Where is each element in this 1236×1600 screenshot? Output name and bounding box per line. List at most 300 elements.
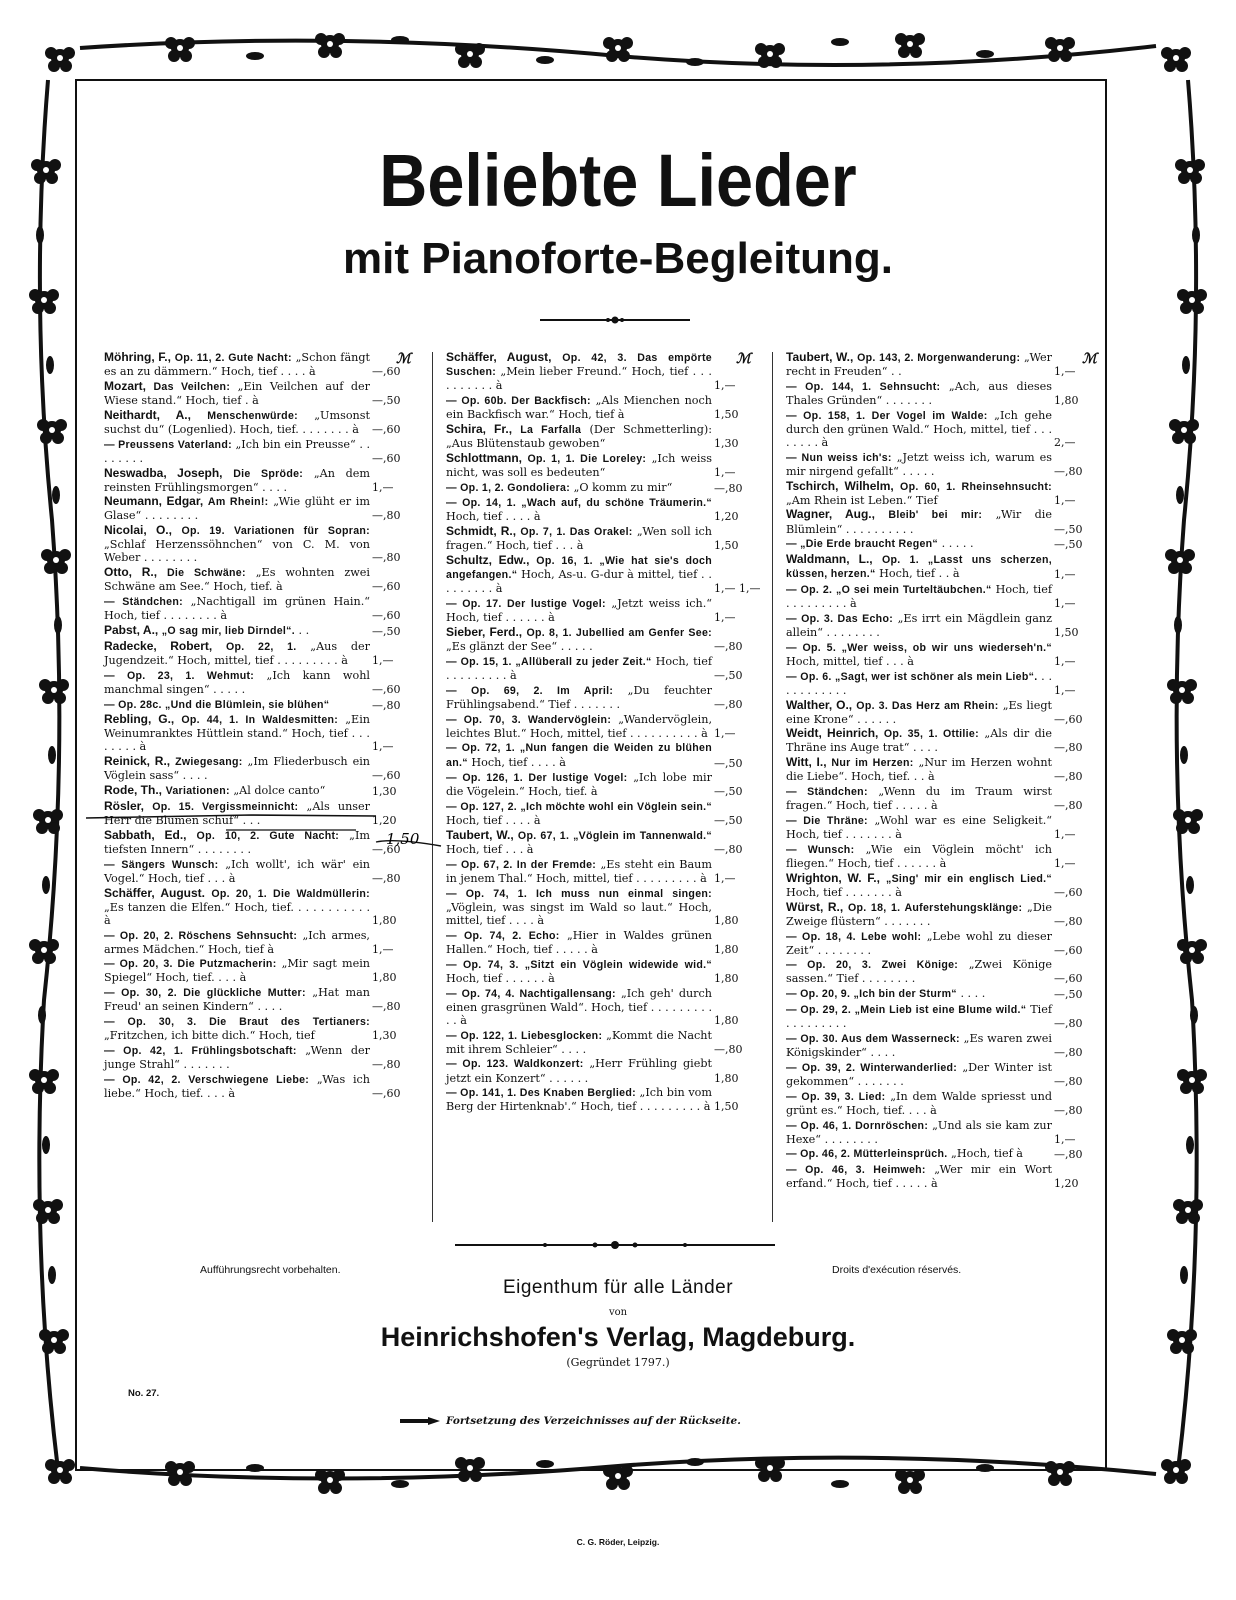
song-title: Op. 3. Das Herz am Rhein: — [856, 699, 999, 712]
title-ornament-rule — [540, 316, 690, 324]
entry-text — [786, 451, 1052, 478]
composer-name: Taubert, W., — [786, 350, 854, 364]
price: —,60 — [372, 365, 401, 379]
song-title: — Op. 126, 1. Der lustige Vogel: — [446, 772, 628, 785]
entry-text — [786, 480, 1052, 507]
entry-text — [786, 785, 1052, 812]
song-title: — Op. 46, 2. Mütterleinsprüch. — [786, 1148, 948, 1161]
song-details: „Al dolce canto“ — [229, 784, 326, 798]
song-title: — Die Thräne: — [786, 815, 868, 827]
price: 1,80 — [372, 971, 397, 985]
price: 1,80 — [714, 914, 739, 928]
song-details: „Vöglein, was singst im Wald so laut.“ Hoch, mittel, tief . . . . à — [446, 900, 712, 928]
song-details: Hoch, tief . . . . à — [446, 510, 541, 524]
catalogue-entry — [786, 1119, 1104, 1146]
song-title: — Op. 20, 2. Röschens Sehnsucht: — [104, 929, 298, 942]
catalogue-entry — [446, 987, 764, 1027]
song-title: — Op. 3. Das Echo: — [786, 612, 894, 625]
song-title: Die Schwäne: — [166, 567, 246, 580]
composer-name: Wagner, Aug., — [786, 507, 875, 522]
catalogue-number: No. 27. — [128, 1388, 160, 1399]
entry-text — [446, 1057, 712, 1084]
catalogue-entry — [786, 1061, 1104, 1088]
catalogue-entry — [446, 525, 764, 552]
price: —,60 — [1054, 885, 1083, 899]
entry-text — [104, 566, 370, 593]
song-details: „Es glänzt der See“ . . . . . — [446, 640, 593, 654]
catalogue-entry — [786, 670, 1104, 697]
price: —,80 — [1054, 1046, 1083, 1059]
composer-name: Witt, I., — [786, 755, 827, 770]
price: 1,— — [372, 740, 394, 754]
song-details: „Jetzt weiss ich.“ Hoch, tief . . . . . . à — [446, 597, 712, 625]
composer-name: Walther, O., — [786, 697, 853, 712]
song-details: „Im Fliederbusch ein Vöglein sass“ . . . . — [104, 755, 370, 783]
entry-text — [104, 986, 370, 1013]
price: —,80 — [372, 698, 401, 712]
entry-text — [786, 409, 1052, 449]
song-title: Menschenwürde: — [207, 409, 298, 422]
song-title: — Op. 30, 3. Die Braut des Tertianers: — [104, 1016, 370, 1029]
entry-text — [786, 699, 1052, 726]
price: 1,30 — [714, 436, 739, 450]
price: 1,— — [714, 726, 736, 740]
price: —,80 — [1054, 1017, 1083, 1031]
song-details: „Was ich liebe.“ Hoch, tief. . . . à — [104, 1072, 370, 1100]
catalogue-entry — [786, 508, 1104, 535]
price: —,80 — [714, 481, 743, 495]
song-details: „Ich bin ein Preusse“ . . . . . . . . — [104, 437, 371, 465]
catalogue-entry — [104, 495, 422, 522]
song-details: . . . . . — [938, 537, 974, 551]
price: 1,— — [1054, 568, 1076, 582]
catalogue-entry — [104, 1015, 422, 1042]
song-title: — Op. 123. Waldkonzert: — [446, 1058, 584, 1071]
entry-text — [104, 595, 370, 622]
composer-name: Schäffer, August. — [104, 885, 206, 900]
song-details: „Es waren zwei Königskinder“ . . . . — [786, 1031, 1052, 1059]
song-title: — Op. 42, 2. Verschwiegene Liebe: — [104, 1073, 310, 1086]
price: 1,80 — [714, 942, 739, 956]
catalogue-entry — [446, 858, 764, 885]
song-details: „Es steht ein Baum in jenem Thal.“ Hoch, mittel, tief . . . . . . . . . à — [446, 857, 712, 886]
song-title: — Op. 17. Der lustige Vogel: — [446, 598, 606, 611]
song-details: „Ein Veilchen auf der Wiese stand.“ Hoch, tief . à — [104, 379, 371, 407]
entry-text — [446, 829, 712, 856]
price: 2,— — [1054, 435, 1076, 449]
price: —,50 — [714, 785, 743, 799]
song-title: — Op. 67, 2. In der Fremde: — [446, 858, 597, 871]
price: —,80 — [372, 871, 401, 885]
song-title: — Op. 122, 1. Liebesglocken: — [446, 1029, 603, 1042]
price: —,80 — [372, 1000, 401, 1014]
song-details: . . . . . . . . . . . — [786, 669, 1052, 697]
song-title: — Op. 46, 3. Heimweh: — [786, 1164, 926, 1177]
song-title: Die Spröde: — [233, 467, 304, 480]
song-details: „Wer mir ein Wort erfand.“ Hoch, tief . . . . . à — [786, 1163, 1053, 1191]
catalogue-entry — [446, 958, 764, 985]
catalogue-column-3 — [786, 351, 1104, 1192]
price: 1,— — [1054, 856, 1076, 870]
catalogue-entry — [104, 755, 422, 782]
song-details: „Lebe wohl zu dieser Zeit“ . . . . . . . . — [786, 929, 1052, 957]
catalogue-entry — [786, 553, 1104, 581]
catalogue-entry — [446, 741, 764, 769]
catalogue-entry — [104, 887, 422, 927]
song-details: Hoch, tief . . . . . . . à — [786, 885, 902, 899]
song-details: „Und als sie kam zur Hexe“ . . . . . . . . — [786, 1118, 1052, 1146]
composer-name: Rebling, G., — [104, 712, 175, 727]
song-details: „Ich kann wohl manchmal singen“ . . . . . — [104, 668, 370, 696]
song-details: „Schlaf Herzenssöhnchen“ von C. M. von Weber . . . . . . . . — [104, 538, 370, 565]
song-details: „Nachtigall im grünen Hain.“ Hoch, tief . . . . . . . . à — [104, 595, 370, 623]
song-title: — Op. 158, 1. Der Vogel im Walde: — [786, 409, 988, 422]
entry-text — [104, 698, 370, 712]
composer-name: Schlottmann, — [446, 450, 523, 465]
song-title: — Op. 74, 1. Ich muss nun einmal singen: — [446, 887, 712, 900]
song-details: „Im tiefsten Innern“ . . . . . . . . — [104, 828, 370, 856]
price: —,80 — [1054, 914, 1083, 928]
price: —,50 — [372, 624, 401, 638]
entry-text — [786, 1090, 1052, 1117]
song-details: „Es liegt eine Krone“ . . . . . . — [786, 698, 1052, 726]
song-details: „In dem Walde spriesst und grünt es.“ Hoch, tief. . . . à — [786, 1089, 1052, 1117]
song-details: „Wenn du im Traum wirst fragen.“ Hoch, tief . . . . . à — [786, 785, 1052, 813]
catalogue-column-1 — [104, 351, 422, 1102]
entry-text — [446, 525, 712, 552]
price: —,80 — [1054, 741, 1083, 755]
song-details: „Mir sagt mein Spiegel“ Hoch, tief. . . . à — [104, 957, 370, 985]
catalogue-entry — [104, 595, 422, 622]
catalogue-entry — [446, 929, 764, 956]
price: —,60 — [372, 422, 401, 436]
entry-text — [446, 423, 712, 450]
entry-text — [104, 669, 370, 696]
catalogue-entry — [786, 641, 1104, 668]
founded-note: (Gegründet 1797.) — [566, 1356, 670, 1369]
catalogue-entry — [104, 351, 422, 378]
composer-name: Würst, R., — [786, 899, 844, 914]
price: 1,— — [714, 379, 736, 393]
song-details: „Ach, aus dieses Thales Gründen“ . . . . . . . — [786, 379, 1053, 407]
song-title: — Op. 74, 2. Echo: — [446, 929, 560, 942]
catalogue-entry — [446, 771, 764, 798]
song-details: „Zwei Könige sassen.“ Tief . . . . . . . . — [786, 958, 1052, 986]
song-title: Am Rhein!: — [207, 496, 269, 509]
catalogue-entry — [446, 597, 764, 624]
song-title: Zwiegesang: — [175, 756, 243, 769]
composer-name: Rode, Th., — [104, 783, 162, 798]
catalogue-entry — [786, 1163, 1104, 1190]
song-title: — Op. 39, 3. Lied: — [786, 1090, 886, 1103]
composer-name: Sieber, Ferd., — [446, 624, 523, 639]
catalogue-entry — [446, 684, 764, 711]
entry-text — [446, 351, 712, 392]
song-details: Hoch, tief . . à — [875, 567, 960, 581]
song-details: „Wandervöglein, leichtes Blut.“ Hoch, mittel, tief . . . . . . . . . . à — [446, 712, 712, 740]
entry-text — [786, 727, 1052, 754]
price: 1,50 — [714, 1100, 739, 1114]
catalogue-entry — [786, 351, 1104, 378]
entry-text — [786, 351, 1052, 378]
entry-text — [104, 1073, 370, 1100]
entry-text — [446, 887, 712, 927]
handwritten-correction — [86, 812, 446, 862]
entry-text — [104, 524, 370, 564]
entry-text — [446, 655, 712, 682]
entry-text — [786, 1032, 1052, 1059]
price: 1,50 — [714, 539, 739, 553]
catalogue-entry — [104, 713, 422, 753]
footer-ornament-rule — [455, 1240, 775, 1250]
song-title: Op. 42, 3. Das empörte Suschen: — [446, 352, 712, 379]
catalogue-entry — [786, 583, 1104, 610]
entry-text — [446, 1086, 712, 1113]
catalogue-entry — [446, 496, 764, 523]
song-title: Op. 19. Variationen für Sopran: — [181, 525, 370, 538]
composer-name: Taubert, W., — [446, 828, 514, 843]
entry-text — [104, 713, 370, 753]
song-title: — Op. 23, 1. Wehmut: — [104, 669, 255, 682]
entry-text — [786, 537, 1052, 551]
song-title: Op. 44, 1. In Waldesmitten: — [181, 714, 339, 727]
composer-name: Schmidt, R., — [446, 524, 517, 539]
entry-text — [786, 930, 1052, 957]
catalogue-column-2 — [446, 351, 764, 1115]
song-details: „Ich bin vom Berg der Hirtenknab'.“ Hoch, tief . . . . . . . . . à — [446, 1086, 712, 1114]
catalogue-entry — [446, 554, 764, 595]
price: —,80 — [372, 1058, 401, 1072]
currency-mark-col1: ℳ — [396, 351, 411, 367]
column-divider — [432, 352, 433, 1222]
entry-text — [446, 958, 712, 985]
catalogue-entry — [104, 524, 422, 564]
song-details: Hoch, As-u. G-dur à mittel, tief . . . . . . . . . à — [446, 568, 712, 596]
price: 1,— — [372, 653, 394, 667]
catalogue-entry — [786, 872, 1104, 899]
song-details: „Am Rhein ist Leben.“ Tief — [786, 493, 938, 507]
catalogue-entry — [104, 467, 422, 494]
composer-name: Sabbath, Ed., — [104, 827, 187, 842]
rights-reserved-fr: Droits d'exécution réservés. — [832, 1264, 962, 1276]
catalogue-entry — [786, 785, 1104, 812]
entry-text — [446, 987, 712, 1027]
catalogue-entry — [446, 1029, 764, 1056]
song-details: „Hat man Freud' an seinen Kindern“ . . . . — [104, 986, 370, 1014]
price: —,60 — [372, 842, 401, 856]
entry-text — [104, 1015, 370, 1042]
price: —,50 — [714, 756, 743, 770]
catalogue-entry — [786, 1032, 1104, 1059]
printer-credit: C. G. Röder, Leipzig. — [576, 1537, 660, 1547]
entry-text — [446, 554, 712, 595]
entry-text — [446, 929, 712, 956]
composer-name: Wrighton, W. F., — [786, 870, 880, 885]
entry-text — [446, 741, 712, 769]
composer-name: Nicolai, O., — [104, 523, 172, 538]
publisher-name: Heinrichshofen's Verlag, Magdeburg. — [380, 1322, 856, 1352]
song-title: Op. 18, 1. Auferstehungsklänge: — [847, 901, 1023, 914]
price: 1,30 — [372, 1029, 397, 1043]
price: —,60 — [372, 609, 401, 623]
entry-text — [786, 670, 1052, 697]
price: —,80 — [714, 697, 743, 711]
catalogue-entry — [446, 351, 764, 392]
song-details: Hoch, tief . . . . à — [467, 755, 566, 769]
song-title: — Op. 46, 1. Dornröschen: — [786, 1119, 929, 1132]
price: —,80 — [1054, 1103, 1083, 1117]
entry-text — [104, 467, 370, 494]
price: 1,— — [372, 480, 394, 494]
song-details: Hoch, tief . . . . à — [446, 814, 541, 828]
song-title: — Op. 127, 2. „Ich möchte wohl ein Vöglein sein.“ — [446, 801, 712, 814]
entry-text — [446, 684, 712, 711]
song-details: „Ich wollt', ich wär' ein Vogel.“ Hoch, tief . . . à — [104, 857, 371, 885]
catalogue-entry — [786, 727, 1104, 754]
column-divider — [772, 352, 773, 1222]
song-title: Op. 11, 2. Gute Nacht: — [174, 352, 292, 364]
entry-text — [786, 1061, 1052, 1088]
entry-text — [104, 351, 370, 378]
song-title: — Op. 30, 2. Die glückliche Mutter: — [104, 987, 306, 1000]
catalogue-entry — [786, 537, 1104, 551]
entry-text — [446, 771, 712, 798]
song-details: „Hoch, tief à — [947, 1147, 1023, 1161]
entry-text — [786, 1147, 1052, 1161]
song-details: . . . . — [956, 987, 986, 1001]
rights-reserved-de: Aufführungsrecht vorbehalten. — [200, 1264, 341, 1276]
price: 1,80 — [372, 913, 397, 927]
price: 1,30 — [372, 785, 397, 799]
price: —,60 — [1054, 972, 1083, 986]
catalogue-entry — [786, 380, 1104, 407]
composer-name: Weidt, Heinrich, — [786, 726, 879, 741]
von-label: von — [608, 1307, 628, 1318]
song-details: Hoch, tief . . . . . . à — [446, 971, 555, 985]
song-details: „Wir die Blümlein“ . . . . . . . . . . — [786, 508, 1052, 536]
song-title: — Wunsch: — [786, 843, 855, 856]
song-title: Op. 67, 1. „Vöglein im Tannenwald.“ — [517, 830, 712, 843]
catalogue-entry — [104, 566, 422, 593]
song-title: „Sing' mir ein englisch Lied.“ — [885, 872, 1053, 885]
song-title: — Op. 69, 2. Im April: — [446, 684, 614, 697]
entry-text — [446, 1029, 712, 1056]
entry-text — [104, 755, 370, 782]
price: —,50 — [714, 814, 743, 828]
catalogue-entry — [786, 451, 1104, 478]
entry-text — [786, 612, 1052, 639]
song-details: „Wie glüht er im Glase“ . . . . . . . . — [104, 495, 370, 523]
song-title: — Op. 28c. „Und die Blümlein, sie blühen“ — [104, 698, 330, 711]
catalogue-entry — [786, 930, 1104, 957]
composer-name: Mozart, — [104, 378, 146, 393]
song-title: — Op. 39, 2. Winterwanderlied: — [786, 1061, 958, 1074]
pointing-hand-icon — [400, 1416, 440, 1426]
entry-text — [446, 496, 712, 523]
song-title: — Op. 20, 3. Zwei Könige: — [786, 959, 959, 972]
song-details: „Die Zweige flüstern“ . . . . . . . — [786, 900, 1053, 928]
entry-text — [104, 957, 370, 984]
price: —,80 — [1054, 464, 1083, 478]
entry-text — [786, 958, 1052, 985]
song-details: „Ich armes, armes Mädchen.“ Hoch, tief à — [104, 928, 370, 956]
page-title: Beliebte Lieder — [379, 139, 857, 222]
catalogue-entry — [786, 987, 1104, 1001]
catalogue-entry — [446, 887, 764, 927]
song-details: „Herr Frühling giebt jetzt ein Konzert“ . . . . . . — [446, 1057, 712, 1085]
entry-text — [786, 872, 1052, 899]
catalogue-entry — [446, 626, 764, 653]
song-details: „An dem reinsten Frühlingsmorgen“ . . . . — [104, 466, 370, 494]
page-subtitle: mit Pianoforte-Begleitung. — [343, 234, 893, 283]
song-details: „Fritzchen, ich bitte dich.“ Hoch, tief — [104, 1029, 315, 1043]
song-title: — Op. 14, 1. „Wach auf, du schöne Träumerin.“ — [446, 497, 712, 510]
continuation-text: Fortsetzung des Verzeichnisses auf der Rückseite. — [446, 1415, 741, 1427]
song-details: „Ich gehe durch den grünen Wald.“ Hoch, mittel, tief . . . . . . . . à — [786, 408, 1052, 449]
entry-text — [786, 380, 1052, 407]
composer-name: Tschirch, Wilhelm, — [786, 478, 894, 493]
catalogue-entry — [104, 640, 422, 667]
song-title: — Op. 2. „O sei mein Turteltäubchen.“ — [786, 584, 992, 596]
price: 1,50 — [714, 408, 739, 422]
song-details: „Jetzt weiss ich, warum es mir nirgend gefallt“ . . . . . — [786, 450, 1052, 478]
entry-text — [786, 1119, 1052, 1146]
song-title: Op. 35, 1. Ottilie: — [883, 728, 979, 741]
price: —,50 — [714, 668, 743, 682]
catalogue-entry — [104, 380, 422, 407]
song-details: „Umsonst suchst du“ (Logenlied). Hoch, tief. . . . . . . . à — [104, 408, 370, 436]
song-title: Op. 7, 1. Das Orakel: — [520, 526, 633, 539]
song-details: „Als dir die Thräne ins Auge trat“ . . . . — [786, 727, 1053, 755]
song-title: Op. 1, 1. Die Loreley: — [527, 452, 647, 465]
catalogue-entry — [446, 394, 764, 421]
price: —,80 — [714, 1042, 743, 1056]
entry-text — [104, 929, 370, 956]
song-title: — Op. 74, 3. „Sitzt ein Vöglein widewide wid.“ — [446, 958, 712, 971]
song-details: „Mein lieber Freund.“ Hoch, tief . . . . . . . . . . à — [446, 365, 712, 393]
song-details: Hoch, tief . . . . . . . . . à — [446, 654, 712, 682]
catalogue-entry — [104, 438, 422, 465]
price: —,60 — [372, 451, 401, 465]
song-details: „Wen soll ich fragen.“ Hoch, tief . . . à — [446, 525, 712, 553]
entry-text — [446, 481, 712, 495]
song-title: — Ständchen: — [786, 786, 868, 799]
composer-name: Schira, Fr., — [446, 421, 513, 436]
price: 1,— — [372, 942, 394, 956]
entry-text — [786, 641, 1052, 668]
catalogue-entry — [104, 986, 422, 1013]
price: 1,— — [1054, 493, 1076, 507]
song-title: — Sängers Wunsch: — [104, 858, 219, 871]
song-title: — Nun weiss ich's: — [786, 451, 892, 464]
price: —,80 — [1054, 770, 1083, 784]
composer-name: Rösler, — [104, 798, 145, 813]
song-title: — Op. 60b. Der Backfisch: — [446, 394, 591, 407]
song-title: — Op. 42, 1. Frühlingsbotschaft: — [104, 1045, 297, 1057]
catalogue-entry — [786, 958, 1104, 985]
song-details: „Als unser Herr die Blumen schuf“ . . . — [104, 799, 370, 827]
song-details: „Hier in Waldes grünen Hallen.“ Hoch, tief . . . . . à — [446, 928, 712, 956]
catalogue-entry — [104, 624, 422, 638]
price: —,50 — [1054, 522, 1083, 536]
price: —,80 — [372, 551, 401, 565]
price: 1,— — [714, 465, 736, 479]
song-details: „O komm zu mir“ — [570, 480, 673, 494]
entry-text — [446, 800, 712, 827]
handwritten-price: 1,50 — [386, 830, 420, 848]
composer-name: Möhring, F., — [104, 350, 171, 364]
price: —,50 — [372, 393, 401, 407]
